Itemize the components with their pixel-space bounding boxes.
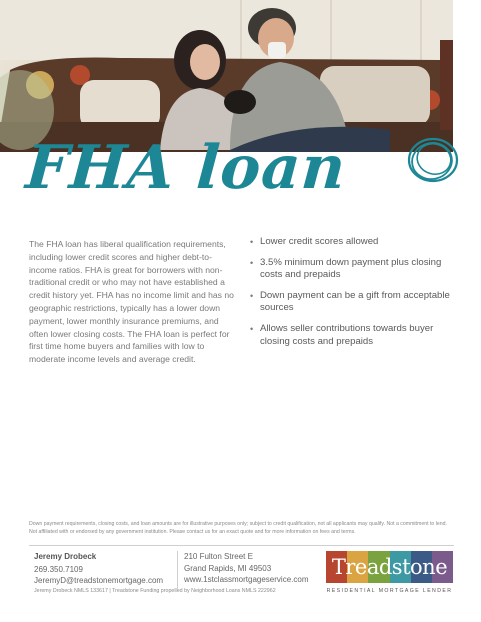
bullet-icon: • — [250, 290, 254, 301]
list-item: • 3.5% minimum down payment plus closing costs and prepaids — [250, 256, 442, 281]
contact-phone[interactable]: 269.350.7109 — [34, 564, 83, 574]
circular-scribble-icon — [404, 132, 460, 188]
bullet-icon: • — [250, 237, 254, 247]
list-item: • Allows seller contributions towards buyer closing costs and prepaids — [250, 322, 434, 347]
feature-list — [250, 236, 455, 356]
list-item: • Down payment can be a gift from acceptable sources — [250, 289, 450, 314]
divider — [29, 545, 454, 546]
disclaimer: Down payment requirements, closing costs, and loan amounts are for illustrative purposes only; subject to credit qualification, not all applicants may qualify. Not a commitment to lend. Not affiliated with or endorsed by any government institution. Please contact us for an exact quote and for more information on fees and terms. — [29, 521, 447, 535]
treadstone-logo — [326, 551, 453, 585]
list-item: • Lower credit scores allowed — [250, 236, 379, 247]
website-link[interactable]: www.1stclassmortgageservice.com — [184, 575, 309, 585]
bullet-icon: • — [250, 323, 254, 334]
divider — [177, 551, 178, 589]
address-line1: 210 Fulton Street E — [184, 552, 253, 561]
address-line2: Grand Rapids, MI 49503 — [184, 563, 272, 573]
logo-tagline: RESIDENTIAL MORTGAGE LENDER — [326, 588, 453, 594]
contact-name: Jeremy Drobeck — [34, 552, 97, 561]
couple-on-couch-photo — [0, 0, 453, 152]
contact-email[interactable]: JeremyD@treadstonemortgage.com — [34, 576, 164, 586]
nmls-info: Jeremy Drobeck NMLS 133617 | Treadstone Funding propelled by Neighborhood Loans NMLS 222962 — [34, 588, 276, 594]
logo-wordmark: Treadstone — [331, 555, 448, 579]
bullet-icon: • — [250, 257, 254, 268]
contact-block — [34, 551, 163, 587]
page-title: FHA loan — [23, 133, 349, 203]
loan-description: The FHA loan has liberal qualification requirements, including lower credit scores and higher debt-to-income ratios. FHA is great for borrowers with non-traditional credit or who may not have established a credit history yet. FHA has no income limit and has no geographic restrictions, typically has a lower down payment, lower monthly insurance premiums, and often lower closing costs. The FHA loan is perfect for first time home buyers and families with low to moderate income levels and average credit. — [29, 239, 234, 365]
address-block — [184, 551, 308, 586]
